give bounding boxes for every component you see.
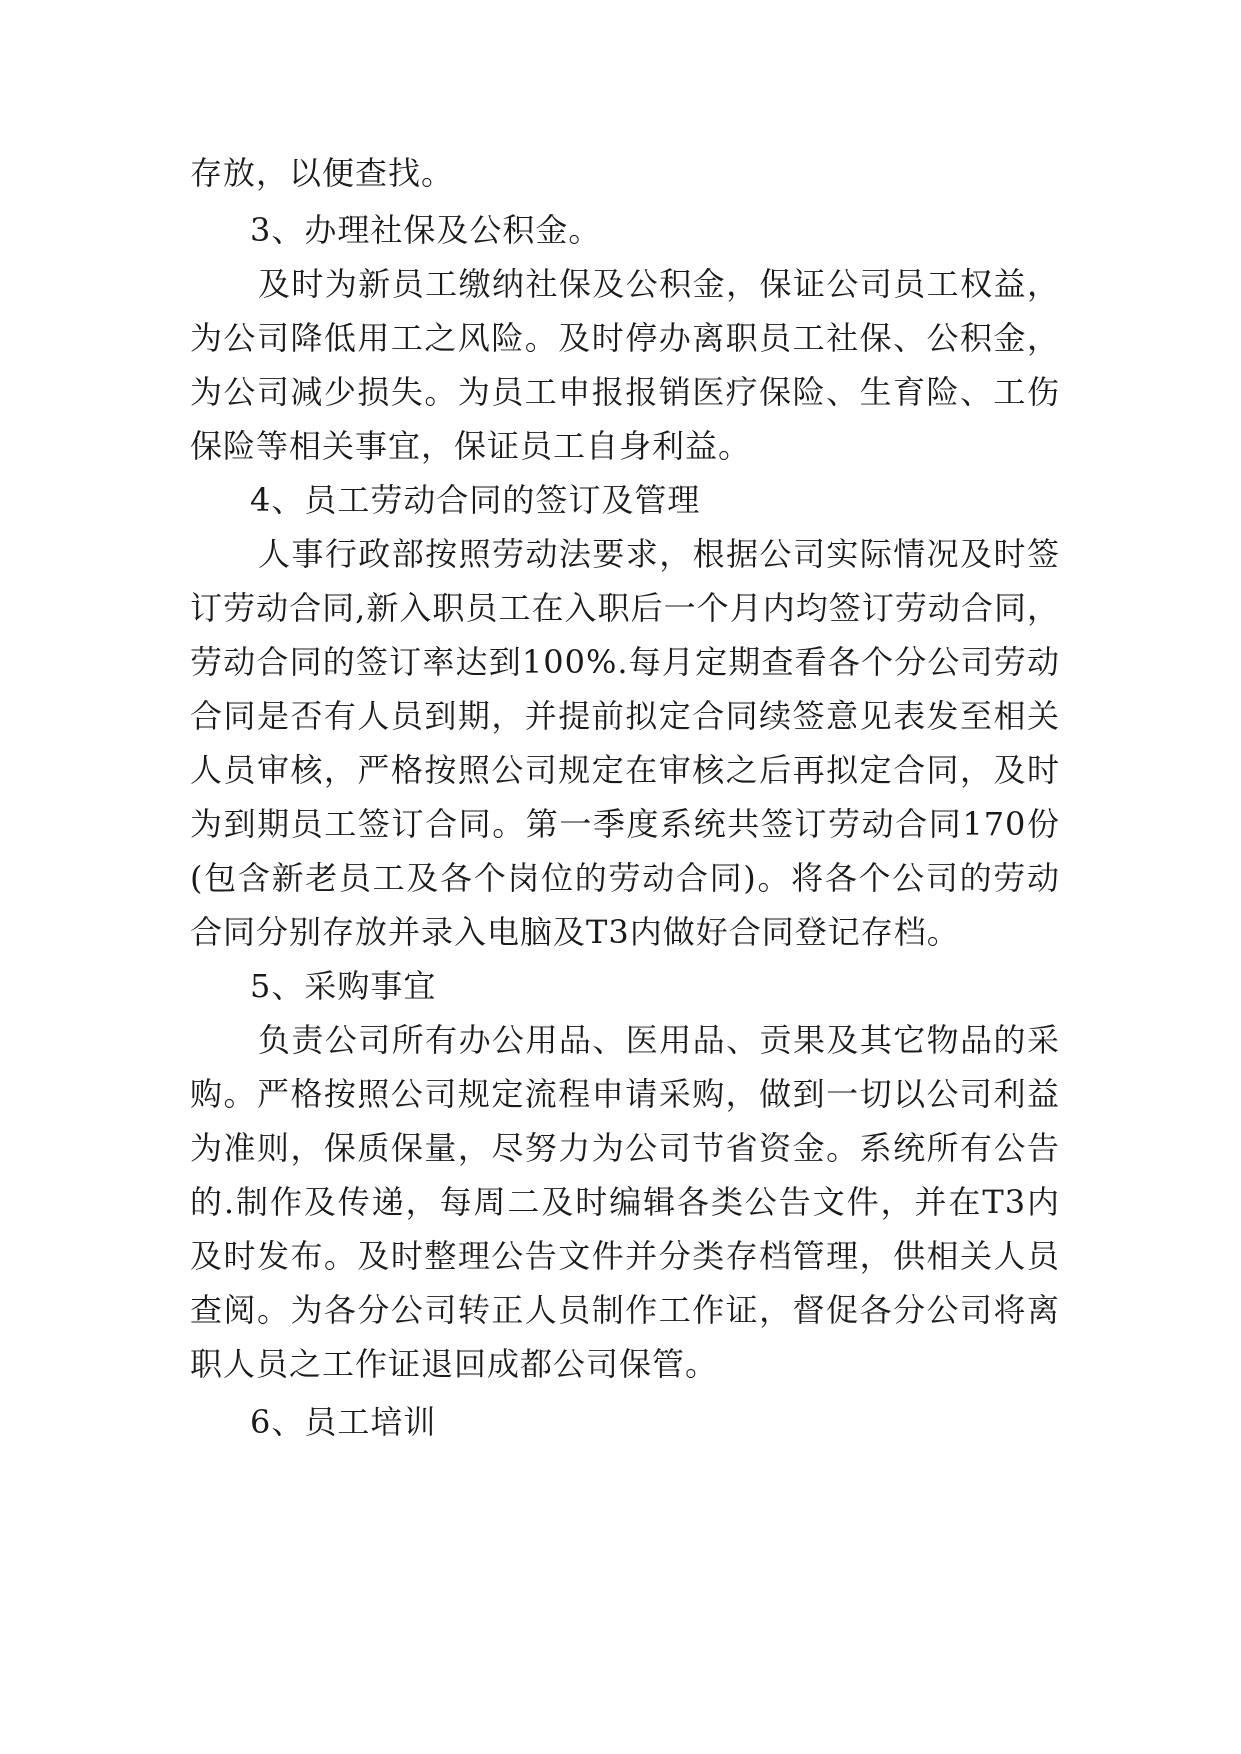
section-heading: 4、员工劳动合同的签订及管理 [250,481,701,519]
text-line: 存放，以便查找。 [190,154,455,192]
text-line: 合同是否有人员到期，并提前拟定合同续签意见表发至相关 [190,697,1060,735]
section-heading: 6、员工培训 [250,1403,437,1441]
text-line: 职人员之工作证退回成都公司保管。 [190,1345,719,1383]
text-line: 查阅。为各分公司转正人员制作工作证，督促各分公司将离 [190,1291,1060,1329]
text-line: 人员审核，严格按照公司规定在审核之后再拟定合同，及时 [190,751,1060,789]
text-line: 为到期员工签订合同。第一季度系统共签订劳动合同170份 [190,805,1060,843]
text-line: 为公司减少损失。为员工申报报销医疗保险、生育险、工伤 [190,373,1060,411]
text-line: 为准则，保质保量，尽努力为公司节省资金。系统所有公告 [190,1129,1060,1167]
text-line: 合同分别存放并录入电脑及T3内做好合同登记存档。 [190,913,960,951]
text-line: 劳动合同的签订率达到100%.每月定期查看各个分公司劳动 [190,643,1060,681]
text-line: 人事行政部按照劳动法要求，根据公司实际情况及时签 [258,535,1060,573]
text-line: 订劳动合同,新入职员工在入职后一个月内均签订劳动合同， [190,589,1060,627]
text-line: 的.制作及传递，每周二及时编辑各类公告文件，并在T3内 [190,1183,1060,1221]
text-line: 及时为新员工缴纳社保及公积金，保证公司员工权益， [258,265,1060,303]
text-line: 负责公司所有办公用品、医用品、贡果及其它物品的采 [258,1021,1060,1059]
text-line: 为公司降低用工之风险。及时停办离职员工社保、公积金， [190,319,1060,357]
section-heading: 5、采购事宜 [250,967,437,1005]
text-line: 购。严格按照公司规定流程申请采购，做到一切以公司利益 [190,1075,1060,1113]
text-line: 保险等相关事宜，保证员工自身利益。 [190,427,752,465]
section-heading: 3、办理社保及公积金。 [250,211,602,249]
text-line: (包含新老员工及各个岗位的劳动合同)。将各个公司的劳动 [190,859,1060,897]
text-line: 及时发布。及时整理公告文件并分类存档管理，供相关人员 [190,1237,1060,1275]
